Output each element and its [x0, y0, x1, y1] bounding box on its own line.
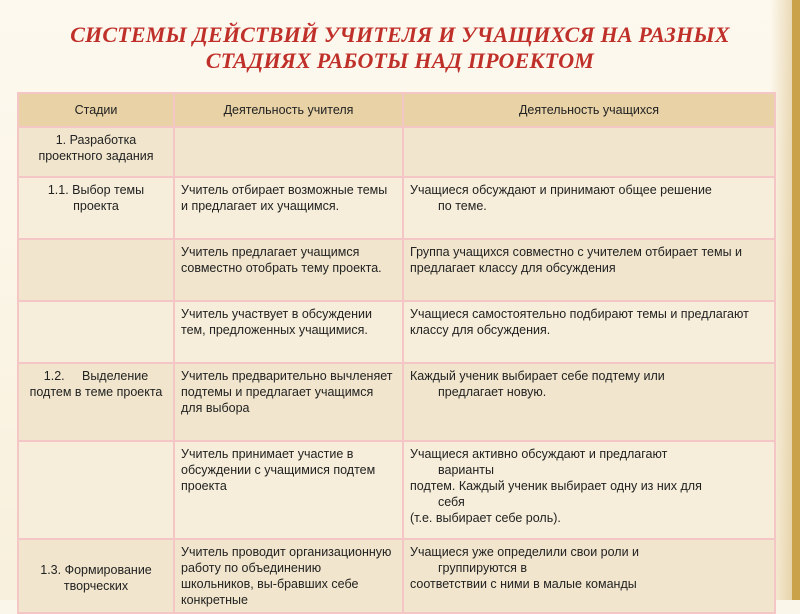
students-text: себя [438, 495, 465, 509]
students-text: Каждый ученик выбирает себе подтему или [410, 369, 665, 383]
students-text: группируются в [438, 561, 528, 575]
slide-title [40, 22, 760, 74]
header-stages: Стадии [18, 93, 174, 127]
students-cell [403, 177, 775, 239]
students-text: (т.е. выбирает себе роль). [410, 511, 561, 525]
slide-title-line1: СИСТЕМЫ ДЕЙСТВИЙ УЧИТЕЛЯ И УЧАЩИХСЯ НА РАЗНЫХ [70, 22, 730, 47]
students-cell [403, 539, 775, 613]
stage-cell [18, 239, 174, 301]
table-row [18, 127, 775, 177]
students-text: Учащиеся самостоятельно подбирают темы и предлагают классу для обсуждения. [410, 307, 749, 337]
students-text: по теме. [438, 199, 487, 213]
stage-cell [18, 441, 174, 539]
slide-title-line2: СТАДИЯХ РАБОТЫ НАД ПРОЕКТОМ [205, 48, 595, 73]
students-text: Учащиеся активно обсуждают и предлагают [410, 447, 668, 461]
teacher-cell: Учитель участвует в обсуждении тем, предложенных учащимися. [174, 301, 403, 363]
stage-cell: 1. Разработка проектного задания [18, 127, 174, 177]
students-cell [403, 363, 775, 441]
teacher-cell: Учитель отбирает возможные темы и предлагает их учащимся. [174, 177, 403, 239]
students-text: соответствии с ними в малые команды [410, 577, 637, 591]
teacher-cell [174, 127, 403, 177]
table-row [18, 177, 775, 239]
students-text: подтем. Каждый ученик выбирает одну из них для [410, 479, 702, 493]
table-row [18, 539, 775, 613]
stage-cell: 1.3. Формирование творческих [18, 539, 174, 613]
header-teacher-activity: Деятельность учителя [174, 93, 403, 127]
students-cell [403, 127, 775, 177]
stage-cell [18, 301, 174, 363]
students-cell [403, 441, 775, 539]
table-row [18, 441, 775, 539]
table-row [18, 363, 775, 441]
students-cell [403, 301, 775, 363]
students-text: предлагает новую. [438, 385, 547, 399]
activities-table [17, 92, 776, 614]
header-student-activity: Деятельность учащихся [403, 93, 775, 127]
table-row [18, 239, 775, 301]
teacher-cell: Учитель предварительно вычленяет подтемы и предлагает учащимся для выбора [174, 363, 403, 441]
students-text: Учащиеся обсуждают и принимают общее решение [410, 183, 712, 197]
stage-cell: 1.2. Выделение подтем в теме проекта [18, 363, 174, 441]
teacher-cell: Учитель проводит организационную работу по объединению школьников, вы-бравших себе конкретные [174, 539, 403, 613]
teacher-cell: Учитель предлагает учащимся совместно отобрать тему проекта. [174, 239, 403, 301]
students-text: варианты [438, 463, 494, 477]
stage-cell: 1.1. Выбор темы проекта [18, 177, 174, 239]
students-cell [403, 239, 775, 301]
table-header-row [18, 93, 775, 127]
students-text: Учащиеся уже определили свои роли и [410, 545, 640, 559]
teacher-cell: Учитель принимает участие в обсуждении с учащимися подтем проекта [174, 441, 403, 539]
table-row [18, 301, 775, 363]
students-text: Группа учащихся совместно с учителем отбирает темы и предлагает классу для обсуждения [410, 245, 743, 275]
